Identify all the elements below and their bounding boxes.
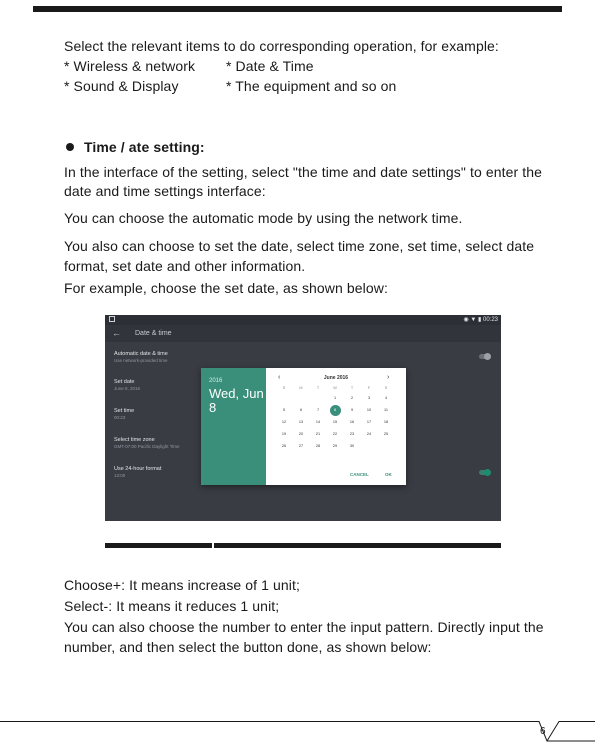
weekday-label: S xyxy=(282,386,286,390)
weekday-label: S xyxy=(384,386,388,390)
calendar-day[interactable]: 26 xyxy=(281,444,287,448)
paragraph-line: For example, choose the set date, as shown below: xyxy=(64,280,388,296)
setting-title: Set time xyxy=(114,408,135,414)
calendar xyxy=(266,368,406,485)
weekday-label: F xyxy=(367,386,371,390)
setting-title: Set date xyxy=(114,379,135,385)
footer-rule xyxy=(0,721,489,722)
calendar-day[interactable]: 2 xyxy=(350,396,354,400)
app-bar-title: Date & time xyxy=(135,330,172,337)
status-right xyxy=(464,315,499,325)
notification-icon xyxy=(109,316,115,322)
prev-month-icon[interactable]: ‹ xyxy=(278,374,281,381)
setting-subtitle: 13:00 xyxy=(114,473,126,478)
calendar-day[interactable]: 30 xyxy=(349,444,355,448)
bullet-icon xyxy=(66,143,74,151)
top-rule xyxy=(33,6,562,12)
calendar-day[interactable]: 20 xyxy=(298,432,304,436)
calendar-day[interactable]: 29 xyxy=(332,444,338,448)
app-bar xyxy=(105,325,501,342)
setting-set-time[interactable] xyxy=(114,408,134,421)
page-number: 6 xyxy=(540,726,546,737)
paragraph-line: number, and then select the button done, as shown below: xyxy=(64,639,432,655)
calendar-day[interactable]: 24 xyxy=(366,432,372,436)
setting-time-zone[interactable] xyxy=(114,437,180,450)
calendar-day[interactable]: 13 xyxy=(298,420,304,424)
status-icons: ◉ ▼ ▮ xyxy=(463,317,482,323)
setting-title: Select time zone xyxy=(114,437,155,443)
calendar-day[interactable]: 7 xyxy=(316,408,320,412)
intro-line: Select the relevant items to do corresponding operation, for example: xyxy=(64,38,499,54)
setting-subtitle: Use network-provided time xyxy=(114,358,168,363)
paragraph-line: Select-: It means it reduces 1 unit; xyxy=(64,598,280,614)
calendar-day[interactable]: 22 xyxy=(332,432,338,436)
calendar-day[interactable]: 25 xyxy=(383,432,389,436)
calendar-day[interactable]: 16 xyxy=(349,420,355,424)
next-month-icon[interactable]: › xyxy=(387,374,390,381)
calendar-day[interactable]: 3 xyxy=(367,396,371,400)
date-picker-dialog xyxy=(201,368,406,485)
picker-selected-date: Wed, Jun 8 xyxy=(209,386,264,415)
setting-subtitle: 00:23 xyxy=(114,415,126,420)
intro-item-date: * Date & Time xyxy=(226,58,314,74)
paragraph-line: You can also choose the number to enter the input pattern. Directly input the xyxy=(64,619,544,635)
weekday-label: M xyxy=(299,386,303,390)
calendar-day[interactable]: 23 xyxy=(349,432,355,436)
automatic-date-toggle[interactable] xyxy=(479,354,491,359)
calendar-day[interactable]: 8 xyxy=(333,408,337,412)
status-time: 00:23 xyxy=(482,317,498,323)
calendar-month: June 2016 xyxy=(323,375,349,381)
setting-subtitle: June 8, 2016 xyxy=(114,386,141,391)
weekday-label: W xyxy=(333,386,337,390)
calendar-day[interactable]: 10 xyxy=(366,408,372,412)
paragraph-line: format, set date and other information. xyxy=(64,258,306,274)
paragraph-line: You can choose the automatic mode by using the network time. xyxy=(64,210,463,226)
calendar-day[interactable]: 1 xyxy=(333,396,337,400)
ok-button[interactable]: OK xyxy=(385,472,392,477)
bottom-rule xyxy=(105,543,501,548)
calendar-day[interactable]: 15 xyxy=(332,420,338,424)
back-arrow-icon[interactable]: ← xyxy=(112,328,121,338)
date-time-screenshot xyxy=(105,315,501,521)
paragraph-line: Choose+: It means increase of 1 unit; xyxy=(64,577,300,593)
setting-title: Use 24-hour format xyxy=(114,466,162,472)
calendar-day[interactable]: 21 xyxy=(315,432,321,436)
bottom-rule-gap xyxy=(212,543,214,548)
weekday-label: T xyxy=(350,386,354,390)
intro-item-wireless: * Wireless & network xyxy=(64,58,196,74)
picker-year[interactable]: 2016 xyxy=(209,378,223,384)
calendar-day[interactable]: 6 xyxy=(299,408,303,412)
cancel-button[interactable]: CANCEL xyxy=(350,472,369,477)
calendar-day[interactable]: 12 xyxy=(281,420,287,424)
calendar-day[interactable]: 9 xyxy=(350,408,354,412)
calendar-day[interactable]: 27 xyxy=(298,444,304,448)
setting-24-hour[interactable] xyxy=(114,466,161,479)
intro-item-sound: * Sound & Display xyxy=(64,78,179,94)
paragraph-line: You also can choose to set the date, select time zone, set time, select date xyxy=(64,238,535,254)
status-bar xyxy=(105,315,501,325)
calendar-day[interactable]: 4 xyxy=(384,396,388,400)
setting-set-date[interactable] xyxy=(114,379,140,392)
calendar-day[interactable]: 14 xyxy=(315,420,321,424)
date-picker-header xyxy=(201,368,266,485)
setting-subtitle: GMT-07:00 Pacific Daylight Time xyxy=(114,444,180,449)
setting-title: Automatic date & time xyxy=(114,351,168,357)
calendar-day[interactable]: 18 xyxy=(383,420,389,424)
calendar-day[interactable]: 11 xyxy=(384,408,388,412)
calendar-day[interactable]: 5 xyxy=(282,408,286,412)
paragraph-line: In the interface of the setting, select "the time and date settings" to enter the xyxy=(64,164,542,180)
calendar-day[interactable]: 28 xyxy=(315,444,321,448)
paragraph-line: date and time settings interface: xyxy=(64,183,266,199)
setting-automatic-date[interactable] xyxy=(114,351,168,364)
calendar-day[interactable]: 17 xyxy=(366,420,372,424)
section-heading: Time / ate setting: xyxy=(84,139,205,155)
weekday-label: T xyxy=(316,386,320,390)
calendar-day[interactable]: 19 xyxy=(281,432,287,436)
24-hour-toggle[interactable] xyxy=(479,470,491,475)
intro-item-equipment: * The equipment and so on xyxy=(226,78,397,94)
